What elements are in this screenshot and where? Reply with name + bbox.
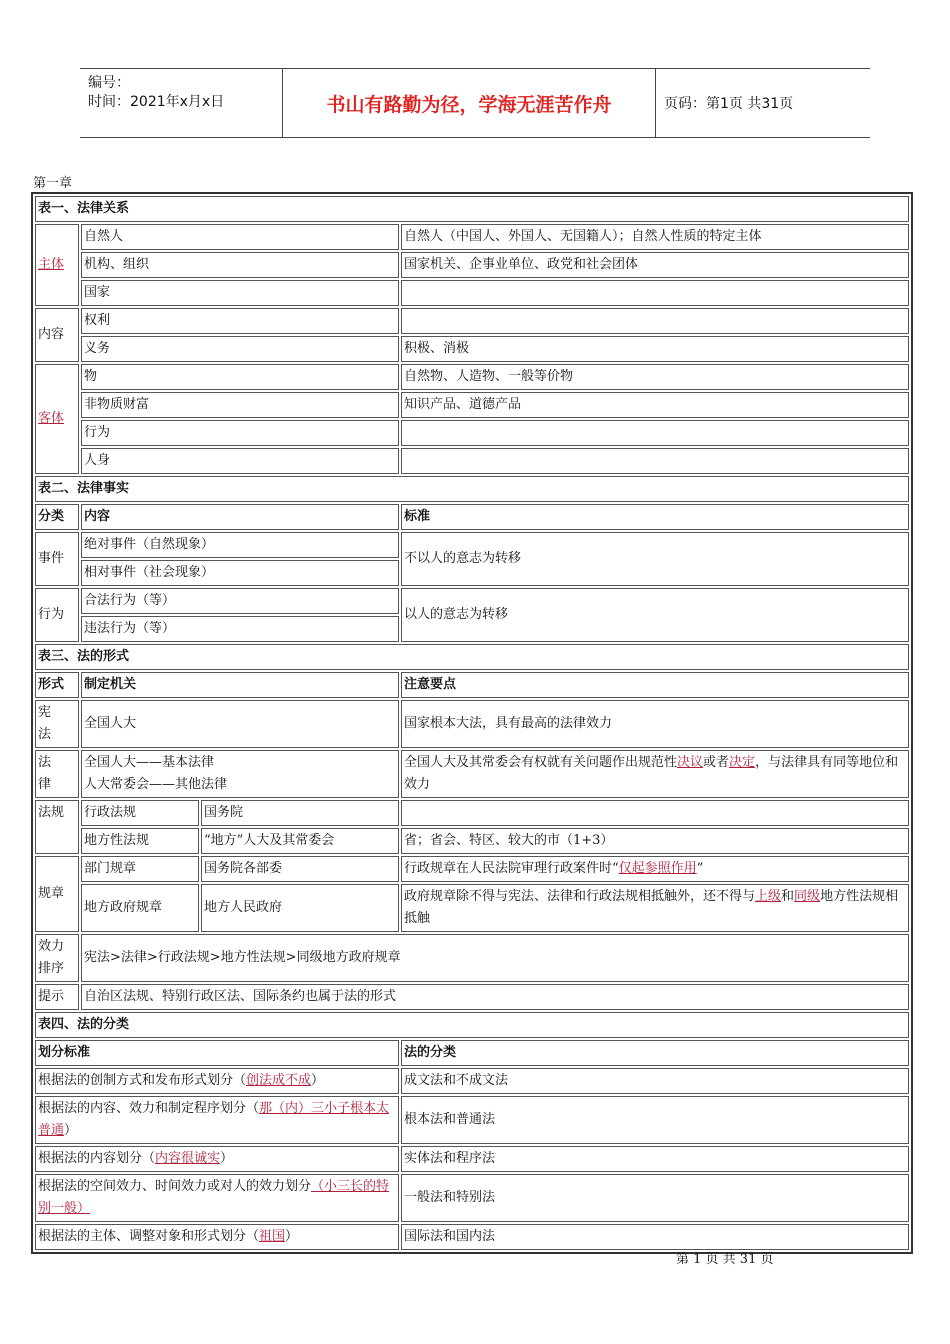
table4-title: 表四、法的分类 <box>35 1012 909 1038</box>
content-desc <box>401 308 909 334</box>
chapter-title: 第一章 <box>33 176 73 191</box>
act-standard: 以人的意志为转移 <box>401 588 909 642</box>
header-standard: 标准 <box>401 504 909 530</box>
object-item: 非物质财富 <box>81 392 399 418</box>
mnemonic-link[interactable]: 创法成不成 <box>246 1073 312 1088</box>
regulation-note: 省；省会、特区、较大的市（1+3） <box>401 828 909 854</box>
classification-cell: 根本法和普通法 <box>401 1096 909 1144</box>
law-organ-line: 全国人大——基本法律 <box>84 755 215 770</box>
law-organ <box>81 750 399 798</box>
table-row <box>35 828 909 854</box>
subject-desc: 国家机关、企事业单位、政党和社会团体 <box>401 252 909 278</box>
classification-cell: 一般法和特别法 <box>401 1174 909 1222</box>
regulation-organ: 国务院 <box>201 800 399 826</box>
law-note-text: 全国人大及其常委会有权就有关问题作出规范性 <box>404 755 678 770</box>
header-page-info: 页码：第1页 共31页 <box>664 96 794 112</box>
number-label: 编号： <box>88 75 130 91</box>
header-organ: 制定机关 <box>81 672 399 698</box>
rule-organ: 地方人民政府 <box>201 884 399 932</box>
criterion-cell <box>35 1174 399 1222</box>
criterion-cell <box>35 1146 399 1172</box>
rule-type: 地方政府规章 <box>81 884 199 932</box>
table-row <box>35 750 909 798</box>
table3-title: 表三、法的形式 <box>35 644 909 670</box>
subject-item: 国家 <box>81 280 399 306</box>
table-row <box>35 364 909 390</box>
object-item: 物 <box>81 364 399 390</box>
order-text: 宪法>法律>行政法规>地方性法规>同级地方政府规章 <box>81 934 909 982</box>
table3-header-row <box>35 672 909 698</box>
criterion-text: ） <box>285 1229 299 1244</box>
table-row <box>35 1174 909 1222</box>
law-organ-line: 人大常委会——其他法律 <box>84 777 228 792</box>
criterion-text: 根据法的主体、调整对象和形式划分（ <box>38 1229 260 1244</box>
table-row <box>35 280 909 306</box>
classification-cell: 成文法和不成文法 <box>401 1068 909 1094</box>
table-row <box>35 800 909 826</box>
object-item: 行为 <box>81 420 399 446</box>
table3-title-row <box>35 644 909 670</box>
rule-note <box>401 856 909 882</box>
classification-cell: 实体法和程序法 <box>401 1146 909 1172</box>
tip-text: 自治区法规、特别行政区法、国际条约也属于法的形式 <box>81 984 909 1010</box>
table-row <box>35 448 909 474</box>
rule-type: 部门规章 <box>81 856 199 882</box>
content-item: 义务 <box>81 336 399 362</box>
rule-note-text: 和 <box>781 889 795 904</box>
table-row <box>35 224 909 250</box>
mnemonic-link[interactable]: 内容很诚实 <box>155 1151 221 1166</box>
constitution-cell: 宪 法 <box>35 700 79 748</box>
page-header <box>80 68 870 138</box>
criterion-cell <box>35 1096 399 1144</box>
table-row <box>35 856 909 882</box>
table2-title-row <box>35 476 909 502</box>
superior-link[interactable]: 上级 <box>755 889 782 904</box>
table-row <box>35 336 909 362</box>
table1-title-row <box>35 196 909 222</box>
content-desc: 积极、消极 <box>401 336 909 362</box>
event-cell: 事件 <box>35 532 79 586</box>
event-item: 相对事件（社会现象） <box>81 560 399 586</box>
rule-note <box>401 884 909 932</box>
object-desc: 知识产品、道德产品 <box>401 392 909 418</box>
rule-note-text: ” <box>696 861 704 876</box>
rule-cell: 规章 <box>35 856 79 932</box>
content-cell: 内容 <box>35 308 79 362</box>
mnemonic-link[interactable]: （小三长的特别一般） <box>38 1179 390 1216</box>
criterion-cell <box>35 1224 399 1250</box>
object-desc <box>401 420 909 446</box>
order-cell: 效力排序 <box>35 934 79 982</box>
subject-item: 机构、组织 <box>81 252 399 278</box>
act-item: 合法行为（等） <box>81 588 399 614</box>
rule-note-text: 行政规章在人民法院审理行政案件时“ <box>404 861 619 876</box>
time-label: 时间：2021年x月x日 <box>88 94 225 110</box>
subject-cell <box>35 224 79 306</box>
subject-desc: 自然人（中国人、外国人、无国籍人）；自然人性质的特定主体 <box>401 224 909 250</box>
object-desc <box>401 448 909 474</box>
object-item: 人身 <box>81 448 399 474</box>
header-motto: 书山有路勤为径，学海无涯苦作舟 <box>282 69 656 137</box>
criterion-text: 根据法的空间效力、时间效力或对人的效力划分 <box>38 1179 312 1194</box>
table-row <box>35 884 909 932</box>
regulation-organ: “地方”人大及其常委会 <box>201 828 399 854</box>
act-item: 违法行为（等） <box>81 616 399 642</box>
table-row <box>35 1068 909 1094</box>
header-criterion: 划分标准 <box>35 1040 399 1066</box>
tip-cell: 提示 <box>35 984 79 1010</box>
table2-header-row <box>35 504 909 530</box>
subject-desc <box>401 280 909 306</box>
rule-organ: 国务院各部委 <box>201 856 399 882</box>
table-row <box>35 1146 909 1172</box>
table-row <box>35 1224 909 1250</box>
constitution-note: 国家根本大法，具有最高的法律效力 <box>401 700 909 748</box>
header-notes: 注意要点 <box>401 672 909 698</box>
header-classification: 法的分类 <box>401 1040 909 1066</box>
header-content: 内容 <box>81 504 399 530</box>
page-footer: 第 1 页 共 31 页 <box>676 1252 774 1267</box>
criterion-text: 根据法的内容划分（ <box>38 1151 156 1166</box>
mnemonic-link[interactable]: 那（内）三小子根本太普通 <box>38 1101 390 1138</box>
criterion-text: ） <box>220 1151 234 1166</box>
constitution-organ: 全国人大 <box>81 700 399 748</box>
law-note <box>401 750 909 798</box>
regulation-type: 行政法规 <box>81 800 199 826</box>
regulation-type: 地方性法规 <box>81 828 199 854</box>
criterion-text: 根据法的创制方式和发布形式划分（ <box>38 1073 247 1088</box>
header-info <box>88 74 283 112</box>
decision-link[interactable]: 决定 <box>729 755 756 770</box>
regulation-cell: 法规 <box>35 800 79 854</box>
table-row <box>35 1096 909 1144</box>
object-link[interactable]: 客体 <box>38 411 65 426</box>
table4-title-row <box>35 1012 909 1038</box>
event-standard: 不以人的意志为转移 <box>401 532 909 586</box>
subject-link[interactable]: 主体 <box>38 257 65 272</box>
content-item: 权利 <box>81 308 399 334</box>
table4-header-row <box>35 1040 909 1066</box>
table-row <box>35 588 909 614</box>
law-note-text: ，与法律具有同等地位和效力 <box>404 755 899 792</box>
table-row <box>35 984 909 1010</box>
classification-cell: 国际法和国内法 <box>401 1224 909 1250</box>
criterion-text: ） <box>64 1123 78 1138</box>
table2-title: 表二、法律事实 <box>35 476 909 502</box>
criterion-text: 根据法的内容、效力和制定程序划分（ <box>38 1101 260 1116</box>
rule-note-text: 地方性法规相抵触 <box>404 889 899 926</box>
table-row <box>35 532 909 558</box>
same-level-link[interactable]: 同级 <box>794 889 821 904</box>
regulation-note <box>401 800 909 826</box>
table-row <box>35 934 909 982</box>
main-table <box>31 192 913 1254</box>
table1-title: 表一、法律关系 <box>35 196 909 222</box>
mnemonic-link[interactable]: 祖国 <box>259 1229 286 1244</box>
reference-link[interactable]: 仅起参照作用 <box>618 861 697 876</box>
table-row <box>35 252 909 278</box>
table-row <box>35 420 909 446</box>
header-category: 分类 <box>35 504 79 530</box>
rule-note-text: 政府规章除不得与宪法、法律和行政法规相抵触外，还不得与 <box>404 889 756 904</box>
event-item: 绝对事件（自然现象） <box>81 532 399 558</box>
subject-item: 自然人 <box>81 224 399 250</box>
object-desc: 自然物、人造物、一般等价物 <box>401 364 909 390</box>
table-row <box>35 700 909 748</box>
criterion-cell <box>35 1068 399 1094</box>
act-cell: 行为 <box>35 588 79 642</box>
table-row <box>35 308 909 334</box>
table-row <box>35 392 909 418</box>
resolution-link[interactable]: 决议 <box>677 755 704 770</box>
law-cell: 法 律 <box>35 750 79 798</box>
law-note-text: 或者 <box>703 755 730 770</box>
object-cell <box>35 364 79 474</box>
header-form: 形式 <box>35 672 79 698</box>
criterion-text: ） <box>311 1073 325 1088</box>
